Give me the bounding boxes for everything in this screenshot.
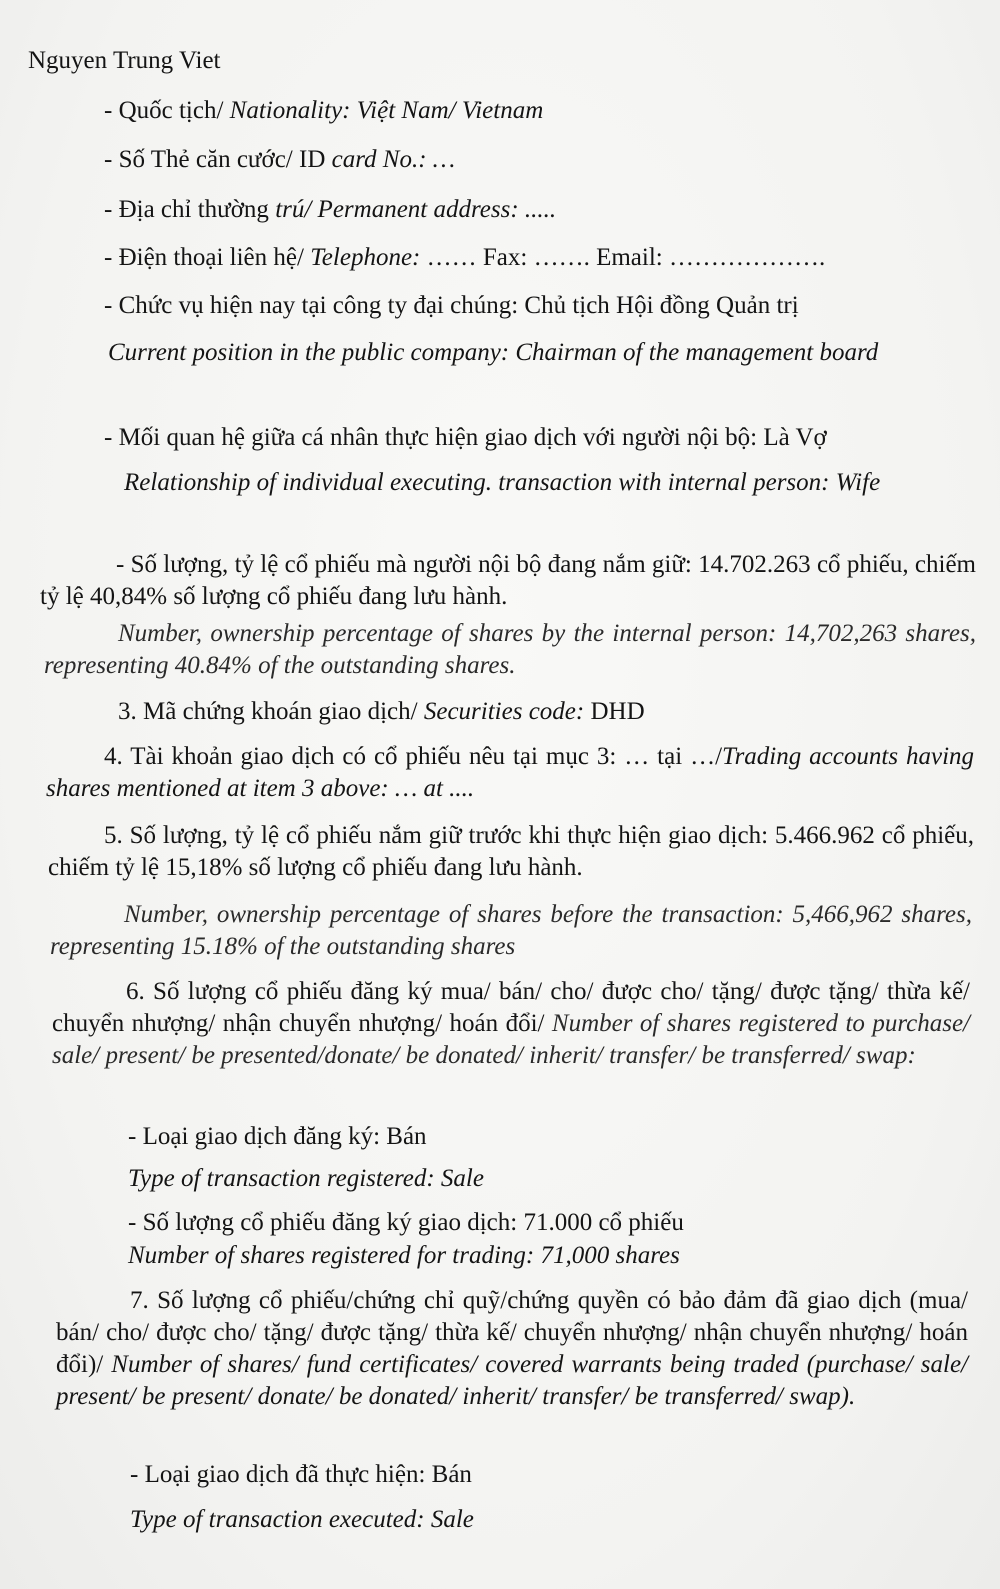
relationship-vn: - Mối quan hệ giữa cá nhân thực hiện giao dịch với người nội bộ: Là Vợ [104,424,827,451]
item7-type-en: Type of transaction executed: Sale [130,1506,474,1533]
insider-holding-vn: - Số lượng, tỷ lệ cổ phiếu mà người nội bộ đang nắm giữ: 14.702.263 cổ phiếu, chiếm tỷ lệ 40,84% số lượng cổ phiếu đang lưu hành. [40,551,976,610]
nationality-label: - Quốc tịch/ [104,97,230,124]
item5-vn: 5. Số lượng, tỷ lệ cổ phiếu nắm giữ trước khi thực hiện giao dịch: 5.466.962 cổ phiếu, chiếm tỷ lệ 15,18% số lượng cổ phiếu đang lưu hành. [48,822,974,881]
id-card-line [104,145,455,175]
item5-en: Number, ownership percentage of shares before the transaction: 5,466,962 shares, representing 15.18% of the outstanding shares [50,901,972,960]
item7-traded-shares [56,1285,968,1413]
nationality-line [104,96,543,126]
address-value: trú/ Permanent address: ..... [275,196,557,223]
item6-type-en: Type of transaction registered: Sale [128,1165,484,1192]
insider-holding-en: Number, ownership percentage of shares by the internal person: 14,702,263 shares, representing 40.84% of the outstanding shares. [44,620,976,679]
address-label: - Địa chỉ thường [104,196,276,223]
item3-en: Securities code: [423,698,591,725]
item6-type-vn: - Loại giao dịch đăng ký: Bán [128,1123,427,1150]
item4-trading-accounts [46,741,974,805]
item3-label: 3. Mã chứng khoán giao dịch/ [118,698,424,725]
item7-en: Number of shares/ fund certificates/ covered warrants being traded (purchase/ sale/ present/ be present/ donate/ be donated/ inherit/ transfer/ be transferred/ swap). [56,1351,968,1410]
item6-vn: 6. Số lượng cổ phiếu đăng ký mua/ bán/ cho/ được cho/ tặng/ được tặng/ thừa kế/ chuyển nhượng/ nhận chuyển nhượng/ hoán đổi/ [52,978,970,1037]
position-vn: - Chức vụ hiện nay tại công ty đại chúng: Chủ tịch Hội đồng Quản trị [104,292,799,319]
position-en: Current position in the public company: Chairman of the management board [108,339,879,366]
fax-email: …… Fax: ……. Email: ………………. [420,244,826,271]
address-line [104,195,556,225]
item7-vn: 7. Số lượng cổ phiếu/chứng chỉ quỹ/chứng quyền có bảo đảm đã giao dịch (mua/ bán/ cho/ được cho/ tặng/ được tặng/ thừa kế/ chuyển nhượng/ nhận chuyển nhượng/ hoán đổi)/ [56,1287,968,1378]
nationality-value: Nationality: Việt Nam/ Vietnam [229,97,544,124]
item6-en: Number of shares registered to purchase/ sale/ present/ be presented/donate/ be donated/ inherit/ transfer/ be transferred/ swap: [52,1010,971,1069]
telephone-en: Telephone: [310,244,421,271]
id-card-value: card No.: … [331,146,456,173]
relationship-en: Relationship of individual executing. transaction with internal person: Wife [124,469,881,496]
id-card-label: - Số Thẻ căn cước/ ID [104,146,332,173]
item6-qty-vn: - Số lượng cổ phiếu đăng ký giao dịch: 71.000 cổ phiếu [128,1209,684,1236]
item6-qty-en: Number of shares registered for trading: 71,000 shares [128,1242,680,1269]
item7-type-vn: - Loại giao dịch đã thực hiện: Bán [130,1461,472,1488]
item6-registered-shares [52,976,970,1072]
item4-vn: 4. Tài khoản giao dịch có cổ phiếu nêu tại mục 3: … tại …/ [104,743,723,770]
telephone-label: - Điện thoại liên hệ/ [104,244,311,271]
item3-securities-code [118,697,645,727]
person-name: Nguyen Trung Viet [28,47,221,74]
item4-en: Trading accounts having shares mentioned at item 3 above: … at .... [46,743,975,802]
securities-code: DHD [590,698,645,725]
telephone-line [104,243,825,273]
